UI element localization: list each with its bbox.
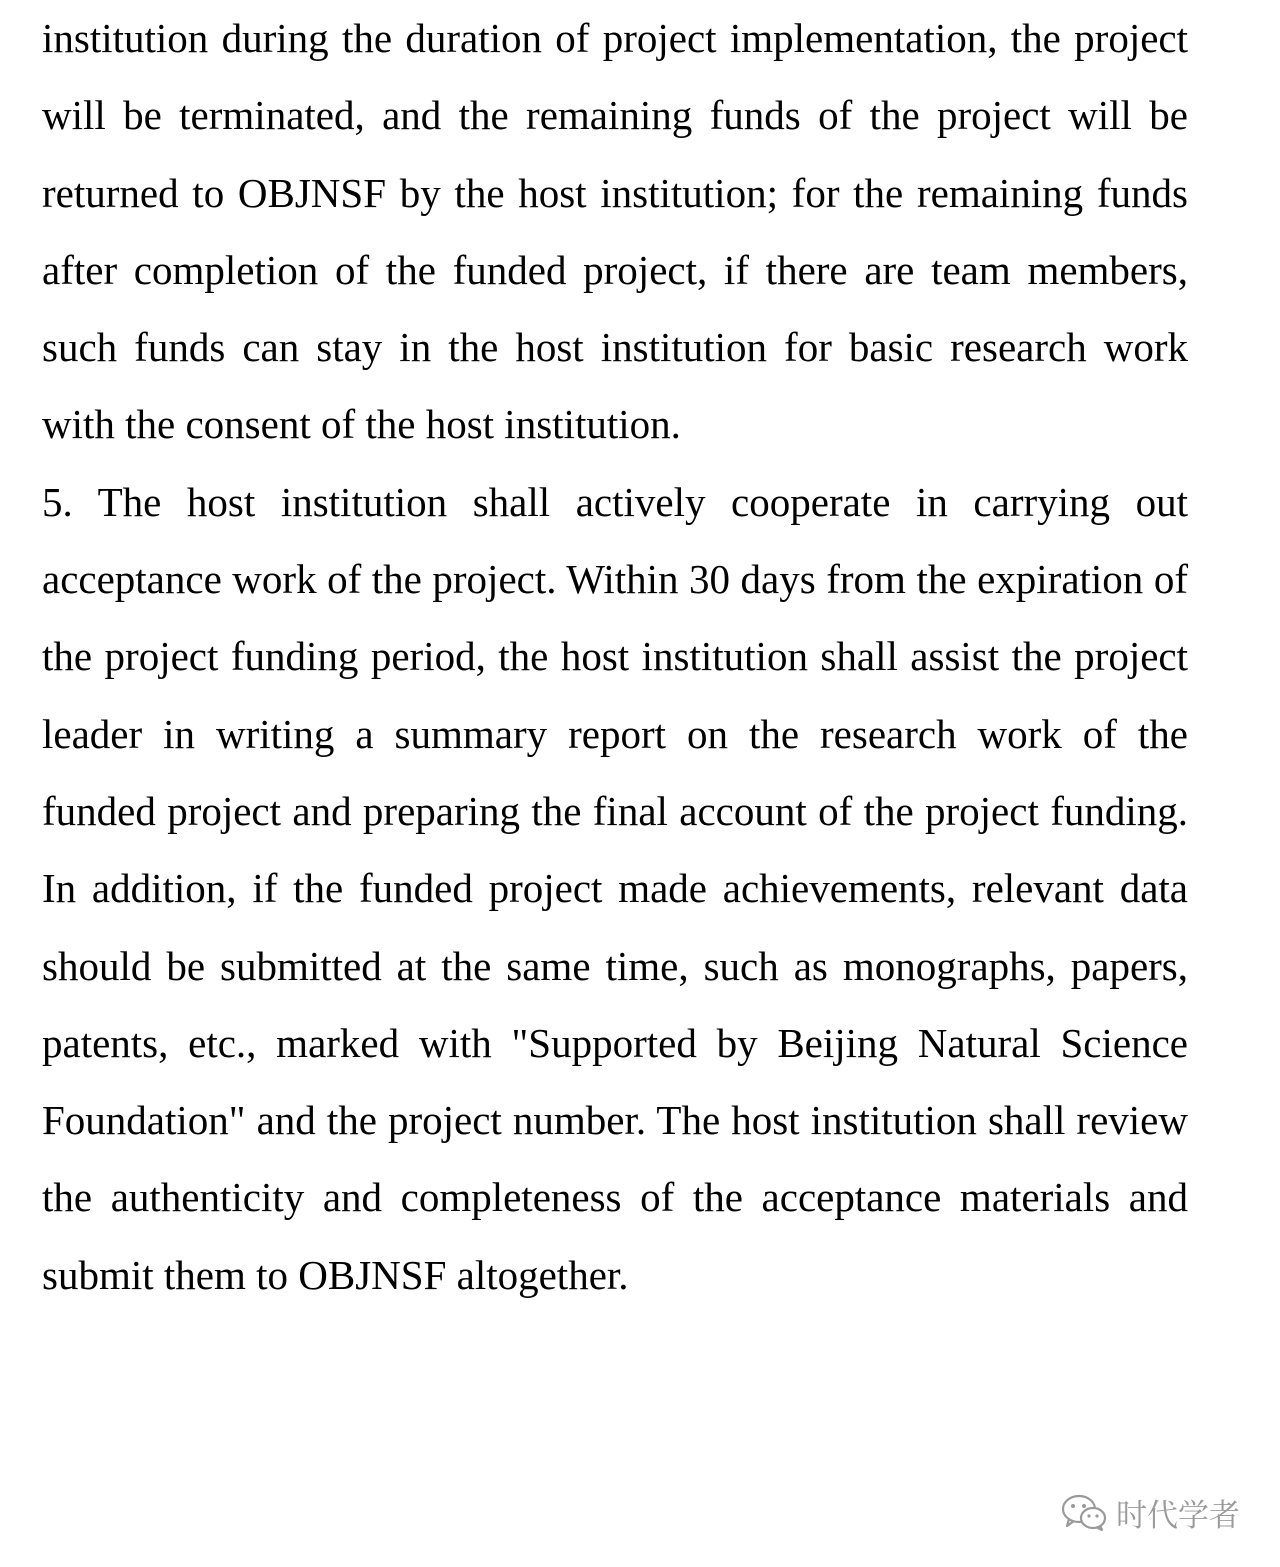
wechat-watermark (1060, 1490, 1240, 1535)
watermark-text: 时代学者 (1116, 1498, 1240, 1534)
wechat-icon (1060, 1493, 1108, 1533)
paragraph-item-5: 5. The host institution shall actively cooperate in carrying out acceptance work of the project. Within 30 days from the expiration of the project funding period, the host institution shall assist the project leader in writing a summary report on the research work of the funded project and preparing the final account of the project funding. In addition, if the funded project made achievements, relevant data should be submitted at the same time, such as monographs, papers, patents, etc., marked with "Supported by Beijing Natural Science Foundation" and the project number. The host institution shall review the authenticity and completeness of the acceptance materials and submit them to OBJNSF altogether. (42, 478, 1188, 1298)
document-page (42, 0, 1188, 1314)
paragraph-continued: institution during the duration of project implementation, the project will be terminated, and the remaining funds of the project will be returned to OBJNSF by the host institution; for the remaining funds after completion of the funded project, if there are team members, such funds can stay in the host institution for basic research work with the consent of the host institution. (42, 15, 1188, 448)
